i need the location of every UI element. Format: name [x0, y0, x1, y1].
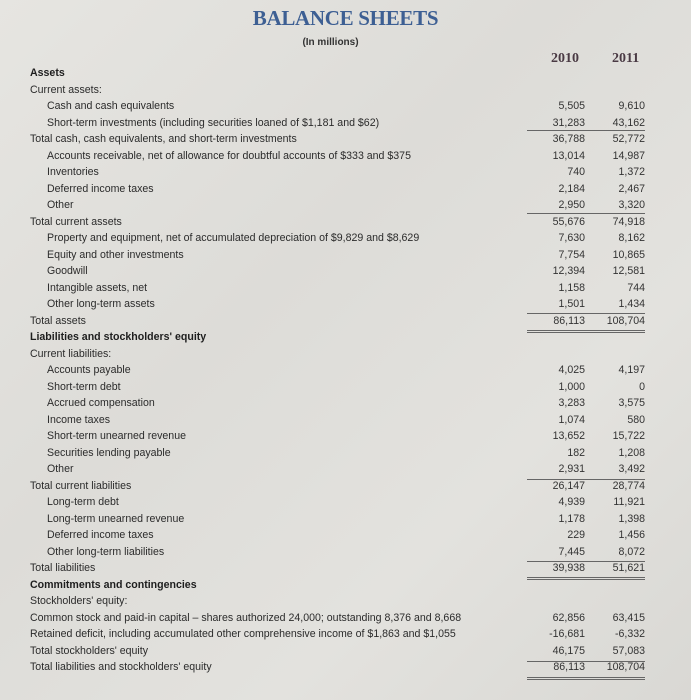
table-row-total-assets	[0, 313, 691, 330]
value-2010: 1,158	[558, 281, 585, 294]
subtotal-rule	[527, 130, 645, 131]
value-2010: 4,939	[558, 496, 585, 508]
row-label: Deferred income taxes	[47, 529, 154, 541]
row-label: Short-term debt	[47, 380, 121, 393]
table-row	[0, 610, 691, 627]
value-2011: 52,772	[612, 133, 645, 145]
row-label: Liabilities and stockholders' equity	[30, 331, 207, 343]
value-2010: 2,931	[558, 463, 585, 475]
value-2010: 229	[567, 529, 585, 541]
value-2010: 86,113	[553, 661, 585, 673]
table-row	[0, 98, 691, 115]
value-2011: 14,987	[612, 149, 645, 162]
value-2010: 86,113	[553, 314, 585, 327]
value-2011: 63,415	[612, 611, 645, 624]
row-label: Stockholders' equity:	[30, 595, 128, 607]
row-label: Cash and cash equivalents	[47, 100, 175, 112]
value-2011: 51,621	[612, 562, 645, 574]
value-2010: 1,178	[558, 512, 585, 525]
value-2011: 15,722	[612, 430, 645, 442]
value-2011: 2,467	[618, 182, 645, 195]
table-row	[0, 626, 691, 643]
value-2010: 13,652	[552, 430, 585, 442]
value-2011: 3,492	[618, 463, 645, 475]
table-row	[0, 494, 691, 511]
value-2010: 12,394	[552, 265, 585, 277]
table-row	[0, 181, 691, 198]
table-row	[0, 164, 691, 181]
value-2011: 28,774	[612, 479, 645, 492]
subsection-stockholders-equity	[0, 593, 691, 610]
value-2010: 3,283	[558, 397, 585, 409]
double-total-rule	[527, 577, 645, 580]
row-label: Total current liabilities	[30, 479, 132, 492]
value-2010: 1,000	[558, 380, 585, 393]
value-2010: 46,175	[552, 644, 585, 657]
row-label: Total liabilities	[30, 562, 96, 574]
row-label: Accounts payable	[47, 364, 131, 376]
table-row	[0, 280, 691, 297]
value-2010: 7,445	[558, 545, 585, 558]
row-label: Short-term investments (including securities loaned of $1,181 and $62)	[47, 116, 380, 129]
row-label: Total cash, cash equivalents, and short-term investments	[30, 133, 297, 145]
balance-sheet-table	[0, 65, 691, 676]
table-row	[0, 544, 691, 561]
table-row-total	[0, 643, 691, 660]
subtotal-rule	[527, 561, 645, 562]
value-2011: 11,921	[613, 496, 645, 508]
row-label: Current liabilities:	[30, 347, 112, 360]
table-row	[0, 445, 691, 462]
table-row	[0, 263, 691, 280]
table-row	[0, 148, 691, 165]
row-label: Common stock and paid-in capital – shares authorized 24,000; outstanding 8,376 and 8,668	[30, 611, 462, 624]
value-2010: 62,856	[552, 611, 585, 624]
value-2011: 1,456	[618, 529, 645, 541]
row-label: Accrued compensation	[47, 397, 155, 409]
row-label: Property and equipment, net of accumulated depreciation of $9,829 and $8,629	[47, 232, 420, 244]
row-label: Goodwill	[47, 265, 88, 277]
subsection-current-assets	[0, 82, 691, 99]
table-row	[0, 428, 691, 445]
value-2010: 182	[567, 446, 585, 459]
value-2010: 26,147	[552, 479, 585, 492]
table-row	[0, 247, 691, 264]
table-row	[0, 197, 691, 214]
value-2010: 31,283	[552, 116, 585, 129]
subtotal-rule	[527, 661, 645, 662]
row-label: Accounts receivable, net of allowance for doubtful accounts of $333 and $375	[47, 149, 411, 162]
page-title: BALANCE SHEETS	[252, 6, 439, 30]
subtotal-rule	[527, 479, 645, 480]
table-row	[0, 230, 691, 247]
row-label: Total assets	[30, 314, 86, 327]
subtotal-rule	[527, 313, 645, 314]
value-2010: 13,014	[552, 149, 585, 162]
value-2011: 1,398	[618, 512, 645, 525]
value-2011: 3,575	[618, 397, 645, 409]
value-2010: 5,505	[558, 100, 585, 112]
column-header-2010: 2010	[551, 51, 579, 66]
subtotal-rule	[527, 213, 645, 214]
table-row	[0, 511, 691, 528]
value-2011: 74,918	[612, 215, 645, 228]
value-2010: -16,681	[549, 628, 585, 640]
value-2011: 9,610	[618, 100, 645, 112]
double-total-rule	[527, 677, 645, 680]
value-2010: 39,938	[552, 562, 585, 574]
value-2011: 108,704	[606, 661, 645, 673]
row-label: Total current assets	[30, 215, 122, 228]
value-2010: 1,074	[558, 413, 585, 426]
value-2011: 4,197	[618, 364, 645, 376]
value-2011: -6,332	[614, 628, 645, 640]
row-label: Retained deficit, including accumulated other comprehensive income of $1,863 and $1,055	[30, 628, 456, 640]
table-row	[0, 412, 691, 429]
row-label: Long-term debt	[47, 496, 119, 508]
table-row-total-liabilities	[0, 560, 691, 577]
value-2011: 57,083	[612, 644, 645, 657]
subsection-current-liabilities	[0, 346, 691, 363]
row-label: Income taxes	[47, 413, 111, 426]
value-2010: 1,501	[558, 298, 585, 310]
table-row	[0, 527, 691, 544]
value-2011: 10,865	[612, 248, 645, 261]
row-label: Other	[47, 463, 74, 475]
table-row	[0, 395, 691, 412]
row-label: Equity and other investments	[47, 248, 184, 261]
row-label: Securities lending payable	[47, 446, 171, 459]
units-subtitle: (In millions)	[302, 37, 359, 48]
table-row	[0, 362, 691, 379]
row-label: Long-term unearned revenue	[47, 512, 185, 525]
value-2011: 3,320	[618, 199, 645, 211]
row-label: Deferred income taxes	[47, 182, 154, 195]
row-label: Other	[47, 199, 74, 211]
row-label: Current assets:	[30, 83, 102, 96]
value-2010: 2,184	[558, 182, 585, 195]
value-2010: 7,754	[558, 248, 585, 261]
table-row	[0, 296, 691, 313]
row-label: Assets	[30, 67, 65, 79]
table-row-total	[0, 214, 691, 231]
double-total-rule	[527, 330, 645, 333]
row-label: Short-term unearned revenue	[47, 430, 186, 442]
value-2011: 8,162	[618, 232, 645, 244]
value-2011: 108,704	[606, 314, 645, 327]
row-label: Other long-term assets	[47, 298, 155, 310]
value-2011: 43,162	[612, 116, 645, 129]
value-2010: 2,950	[558, 199, 585, 211]
table-row	[0, 379, 691, 396]
column-header-2011: 2011	[612, 51, 640, 66]
value-2011: 1,372	[618, 166, 645, 178]
row-label: Total liabilities and stockholders' equity	[30, 661, 212, 673]
row-label: Intangible assets, net	[47, 281, 148, 294]
value-2011: 580	[627, 413, 645, 426]
table-row	[0, 115, 691, 132]
value-2011: 1,208	[618, 446, 645, 459]
section-header-assets	[0, 65, 691, 82]
row-label: Other long-term liabilities	[47, 545, 165, 558]
value-2010: 7,630	[558, 232, 585, 244]
value-2010: 55,676	[552, 215, 585, 228]
table-row-total	[0, 131, 691, 148]
value-2011: 744	[627, 281, 645, 294]
value-2011: 1,434	[618, 298, 645, 310]
table-row	[0, 461, 691, 478]
value-2010: 36,788	[552, 133, 585, 145]
row-label: Commitments and contingencies	[30, 578, 197, 591]
row-label: Inventories	[47, 166, 99, 178]
value-2011: 8,072	[618, 545, 645, 558]
value-2011: 12,581	[612, 265, 645, 277]
value-2011: 0	[639, 380, 645, 393]
value-2010: 4,025	[558, 364, 585, 376]
value-2010: 740	[567, 166, 585, 178]
row-label: Total stockholders' equity	[30, 644, 149, 657]
